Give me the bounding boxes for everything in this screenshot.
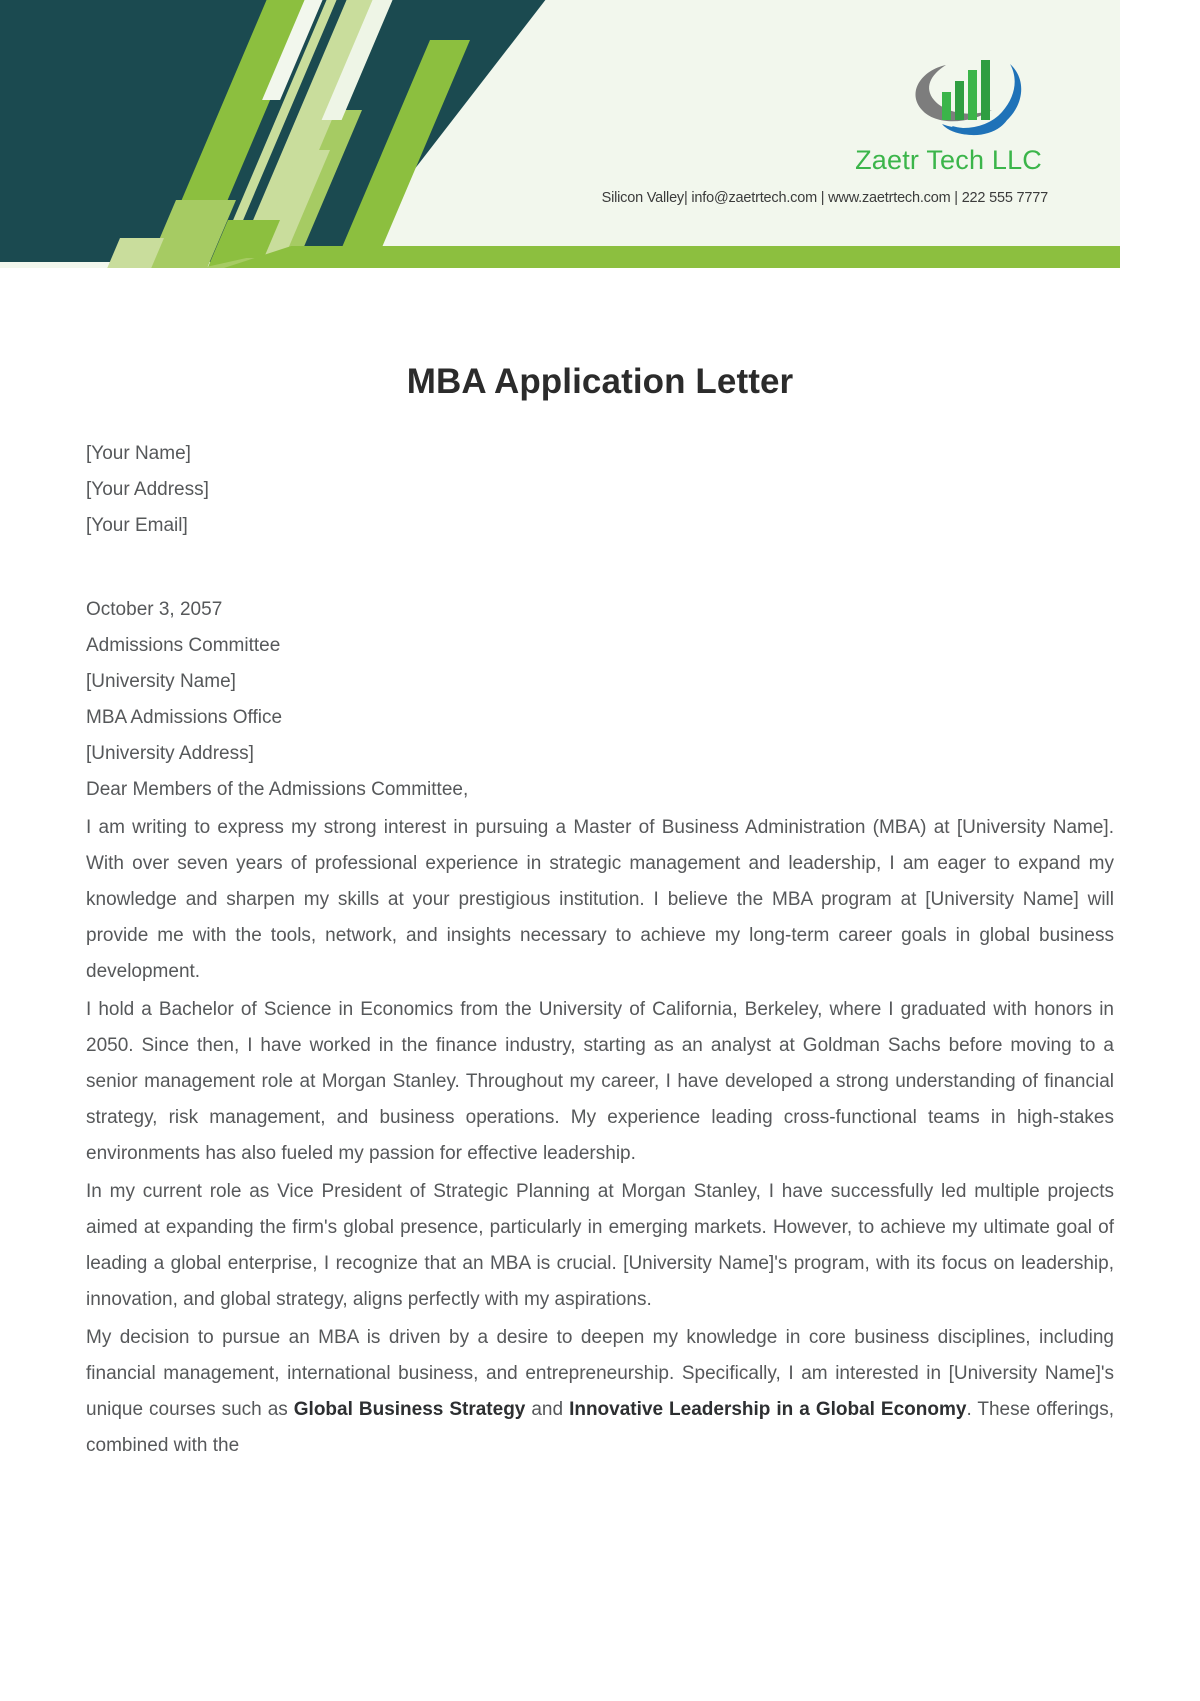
letter-date: October 3, 2057	[86, 599, 223, 620]
recipient-university: [University Name]	[86, 671, 236, 692]
recipient-address: [University Address]	[86, 743, 254, 764]
recipient-office: MBA Admissions Office	[86, 707, 283, 728]
sender-name: [Your Name]	[86, 443, 191, 464]
company-contact-line: Silicon Valley| info@zaetrtech.com | www.zaetrtech.com | 222 555 7777	[601, 190, 1048, 206]
salutation: Dear Members of the Admissions Committee,	[86, 779, 469, 800]
body-paragraph-2: I hold a Bachelor of Science in Economics from the University of California, Berkeley, where I graduated with honors in 2050. Since then, I have worked in the finance industry, starting as an analyst at Goldman Sachs before moving to a senior management role at Morgan Stanley. Throughout my career, I have developed a strong understanding of financial strategy, risk management, and business operations. My experience leading cross-functional teams in high-stakes environments has also fueled my passion for effective leadership.	[86, 999, 1114, 1164]
bar-chart-swoosh-logo-icon	[892, 48, 1042, 144]
sender-email: [Your Email]	[86, 515, 188, 536]
company-logo	[812, 48, 1042, 176]
body-paragraph-3: In my current role as Vice President of Strategic Planning at Morgan Stanley, I have successfully led multiple projects aimed at expanding the firm's global presence, particularly in emerging markets. However, to achieve my ultimate goal of leading a global enterprise, I recognize that an MBA is crucial. [University Name]'s program, with its focus on leadership, innovation, and global strategy, aligns perfectly with my aspirations.	[86, 1181, 1114, 1310]
final-para-joiner: and	[525, 1399, 570, 1420]
letterhead-header	[0, 0, 1120, 268]
final-para-part1: My decision to pursue an MBA is driven by a desire to deepen my knowledge in core business disciplines, including financial management, international business, and entrepreneurship. Specifically, I am interested in [University Name]'s unique courses such as	[86, 1327, 1114, 1420]
sender-address: [Your Address]	[86, 479, 209, 500]
sender-address-block	[86, 436, 1114, 544]
body-paragraph-1: I am writing to express my strong interest in pursuing a Master of Business Administration (MBA) at [University Name]. With over seven years of professional experience in strategic management and leadership, I am eager to expand my knowledge and sharpen my skills at your prestigious institution. I believe the MBA program at [University Name] will provide me with the tools, network, and insights necessary to achieve my long-term career goals in global business development.	[86, 817, 1114, 982]
final-para-part2: . These offerings, combined with the	[86, 1399, 1114, 1456]
letter-body	[0, 362, 1200, 1464]
page-title: MBA Application Letter	[406, 362, 794, 401]
recipient-address-block	[86, 592, 1114, 772]
body-paragraph-4	[86, 1318, 1114, 1464]
course-name-1: Global Business Strategy	[293, 1399, 526, 1420]
recipient-committee: Admissions Committee	[86, 635, 281, 656]
company-name: Zaetr Tech LLC	[855, 145, 1042, 175]
course-name-2: Innovative Leadership in a Global Economy	[569, 1399, 967, 1420]
